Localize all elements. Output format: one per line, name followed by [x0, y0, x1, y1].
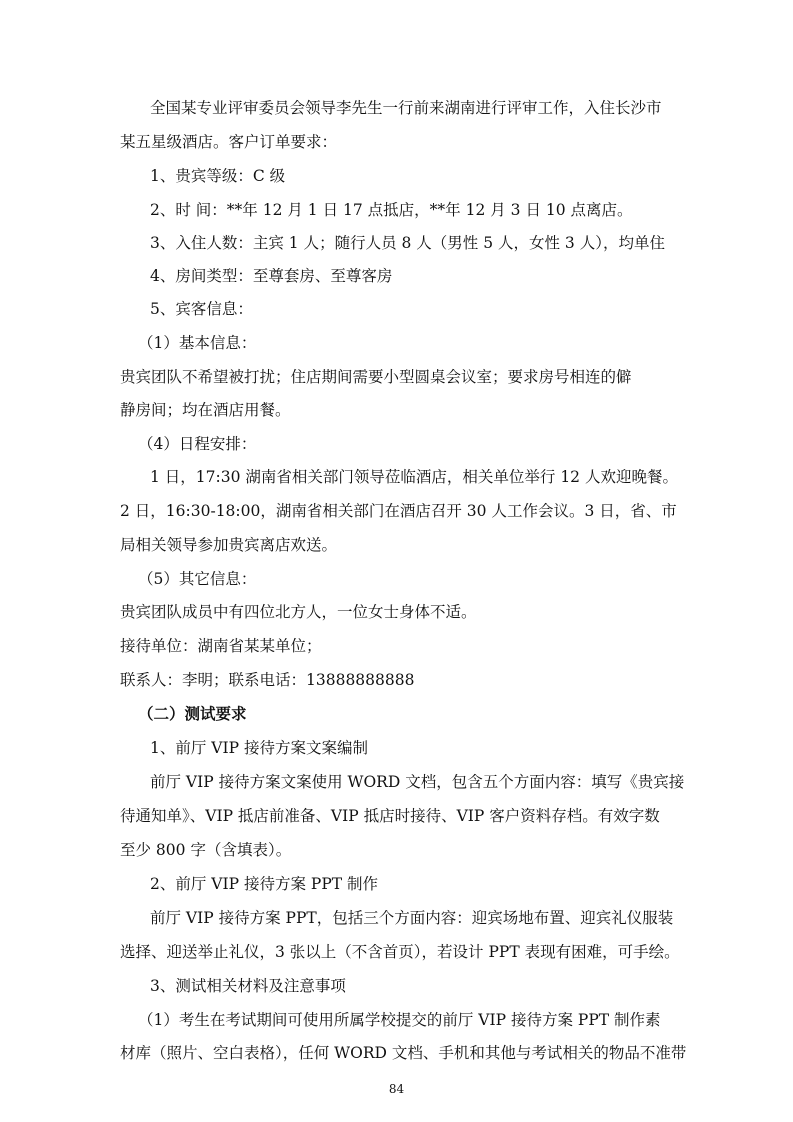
paragraph-line-16: 材库（照片、空白表格），任何 WORD 文档、手机和其他与考试相关的物品不准带: [120, 1044, 687, 1062]
paragraph-line-9: 接待单位：湖南省某某单位；: [120, 637, 322, 655]
paragraph-line-3: 贵宾团队不希望被打扰；住店期间需要小型圆桌会议室；要求房号相连的僻: [120, 368, 632, 386]
list-item-time: 2、时 间：**年 12 月 1 日 17 点抵店，**年 12 月 3 日 10 点离店。: [150, 201, 633, 219]
paragraph-line-13: 前厅 VIP 接待方案 PPT，包括三个方面内容：迎宾场地布置、迎宾礼仪服装: [150, 909, 674, 927]
paragraph-line-12: 至少 800 字（含填表）。: [120, 841, 292, 859]
paragraph-line-14: 选择、迎送举止礼仪，3 张以上（不含首页），若设计 PPT 表现有困难，可手绘。: [120, 943, 680, 961]
contact-line: 联系人：李明；联系电话：13888888888: [120, 671, 415, 689]
page-number: 84: [388, 1082, 405, 1096]
paragraph-line-1: 全国某专业评审委员会领导李先生一行前来湖南进行评审工作，入住长沙市: [150, 99, 662, 117]
task-item-2: 2、前厅 VIP 接待方案 PPT 制作: [150, 875, 379, 893]
paragraph-line-5: 1 日，17:30 湖南省相关部门领导莅临酒店，相关单位举行 12 人欢迎晚餐。: [150, 468, 678, 486]
paragraph-line-15: （1）考生在考试期间可使用所属学校提交的前厅 VIP 接待方案 PPT 制作素: [138, 1011, 661, 1029]
subheading-schedule: （4）日程安排：: [138, 435, 257, 453]
subheading-other: （5）其它信息：: [138, 570, 257, 588]
list-item-level: 1、贵宾等级：C 级: [150, 167, 286, 185]
task-item-3: 3、测试相关材料及注意事项: [150, 977, 346, 995]
list-item-info: 5、宾客信息：: [150, 300, 253, 318]
list-item-rooms: 4、房间类型：至尊套房、至尊客房: [150, 267, 393, 285]
paragraph-line-2: 某五星级酒店。客户订单要求：: [120, 133, 338, 151]
section-heading: （二）测试要求: [138, 704, 247, 723]
paragraph-line-8: 贵宾团队成员中有四位北方人，一位女士身体不适。: [120, 603, 477, 621]
paragraph-line-11: 待通知单》、VIP 抵店前准备、VIP 抵店时接待、VIP 客户资料存档。有效字数: [120, 807, 660, 825]
paragraph-line-4: 静房间；均在酒店用餐。: [120, 401, 291, 419]
list-item-guests: 3、入住人数：主宾 1 人；随行人员 8 人（男性 5 人，女性 3 人），均单住: [150, 234, 665, 252]
paragraph-line-7: 局相关领导参加贵宾离店欢送。: [120, 536, 338, 554]
task-item-1: 1、前厅 VIP 接待方案文案编制: [150, 739, 368, 757]
paragraph-line-10: 前厅 VIP 接待方案文案使用 WORD 文档，包含五个方面内容：填写《贵宾接: [150, 773, 685, 791]
subheading-basic: （1）基本信息：: [138, 334, 257, 352]
paragraph-line-6: 2 日，16:30-18:00，湖南省相关部门在酒店召开 30 人工作会议。3 日，省、市: [120, 502, 677, 520]
